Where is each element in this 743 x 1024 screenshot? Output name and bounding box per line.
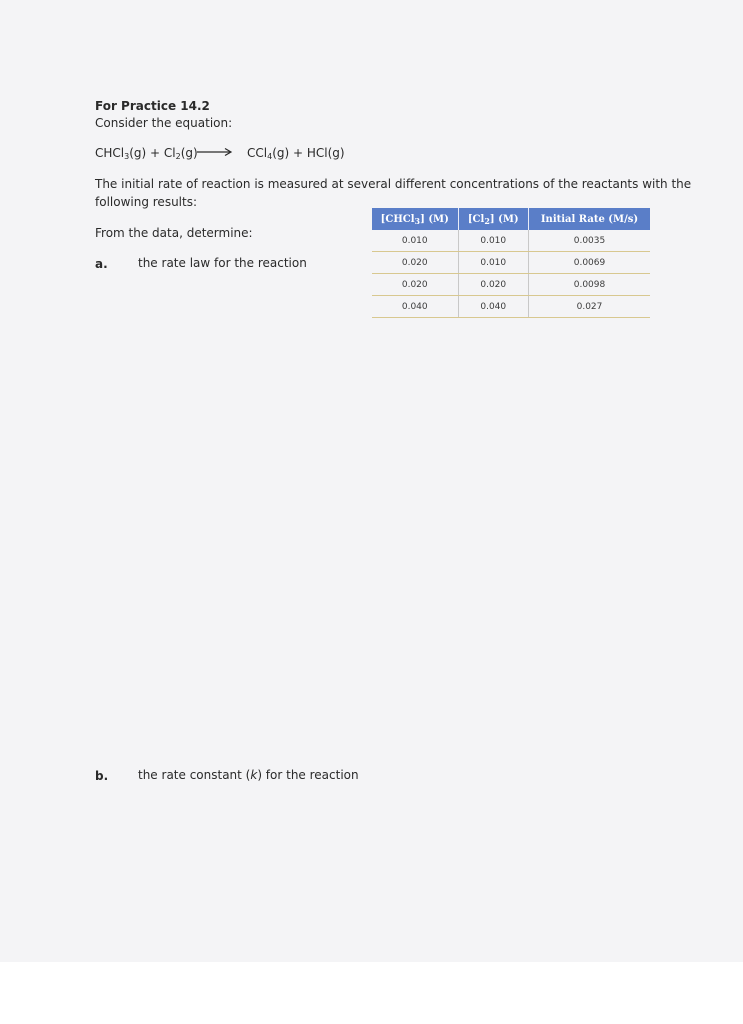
problem-intro: Consider the equation: (95, 116, 233, 130)
table-row (372, 230, 650, 252)
plus-sign: + (289, 146, 307, 160)
equation-products (247, 145, 345, 162)
product-ccl4-state: (g) (272, 146, 290, 160)
rate-data-table (372, 208, 650, 318)
table-cell: 0.020 (458, 274, 528, 296)
reactant-chcl3-state: (g) (129, 146, 147, 160)
reactant-cl2-state: (g) (180, 146, 198, 160)
part-a-letter: a. (95, 257, 108, 271)
table-cell: 0.010 (372, 230, 458, 252)
header-cl2-concentration: $[Cl_2]$ (M) (458, 208, 528, 230)
page-bottom-margin (0, 962, 743, 1024)
table-cell: 0.020 (372, 274, 458, 296)
problem-heading: For Practice 14.2 (95, 99, 210, 113)
reactant-cl2: Cl (163, 146, 176, 160)
product-hcl-state: (g) (327, 146, 345, 160)
product-ccl4-subscript: 4 (267, 152, 273, 161)
product-hcl: HCl (306, 146, 328, 160)
reaction-arrow-icon (196, 146, 234, 158)
table-cell: 0.040 (372, 296, 458, 318)
header-initial-rate: Initial Rate (M/s) (528, 208, 650, 230)
table-cell: 0.027 (528, 296, 650, 318)
table-cell: 0.0035 (528, 230, 650, 252)
table-cell: 0.010 (458, 230, 528, 252)
reactant-chcl3: CHCl (95, 146, 125, 160)
product-ccl4: CCl (247, 146, 268, 160)
rate-constant-variable: k (250, 768, 258, 782)
part-b-text (138, 767, 359, 784)
description-line-2: following results: (95, 195, 198, 209)
determine-label: From the data, determine: (95, 226, 253, 240)
reactant-chcl3-subscript: 3 (124, 152, 130, 161)
reactant-cl2-subscript: 2 (175, 152, 181, 161)
table-header-row (372, 208, 650, 230)
part-a-text: the rate law for the reaction (138, 256, 307, 270)
part-b-text-post: ) for the reaction (257, 768, 359, 782)
table-cell: 0.020 (372, 252, 458, 274)
table-cell: 0.0069 (528, 252, 650, 274)
part-b-text-pre: the rate constant ( (138, 768, 251, 782)
plus-sign: + (146, 146, 164, 160)
equation-reactants (95, 145, 198, 162)
part-b-letter: b. (95, 769, 109, 783)
table-row (372, 274, 650, 296)
header-chcl3-concentration: [CHCl$_3$] (M) (372, 208, 458, 230)
description-line-1: The initial rate of reaction is measured at several different concentrations of the reactants with the (95, 177, 692, 191)
table-cell: 0.010 (458, 252, 528, 274)
table-row (372, 296, 650, 318)
table-row (372, 252, 650, 274)
table-cell: 0.0098 (528, 274, 650, 296)
table-cell: 0.040 (458, 296, 528, 318)
